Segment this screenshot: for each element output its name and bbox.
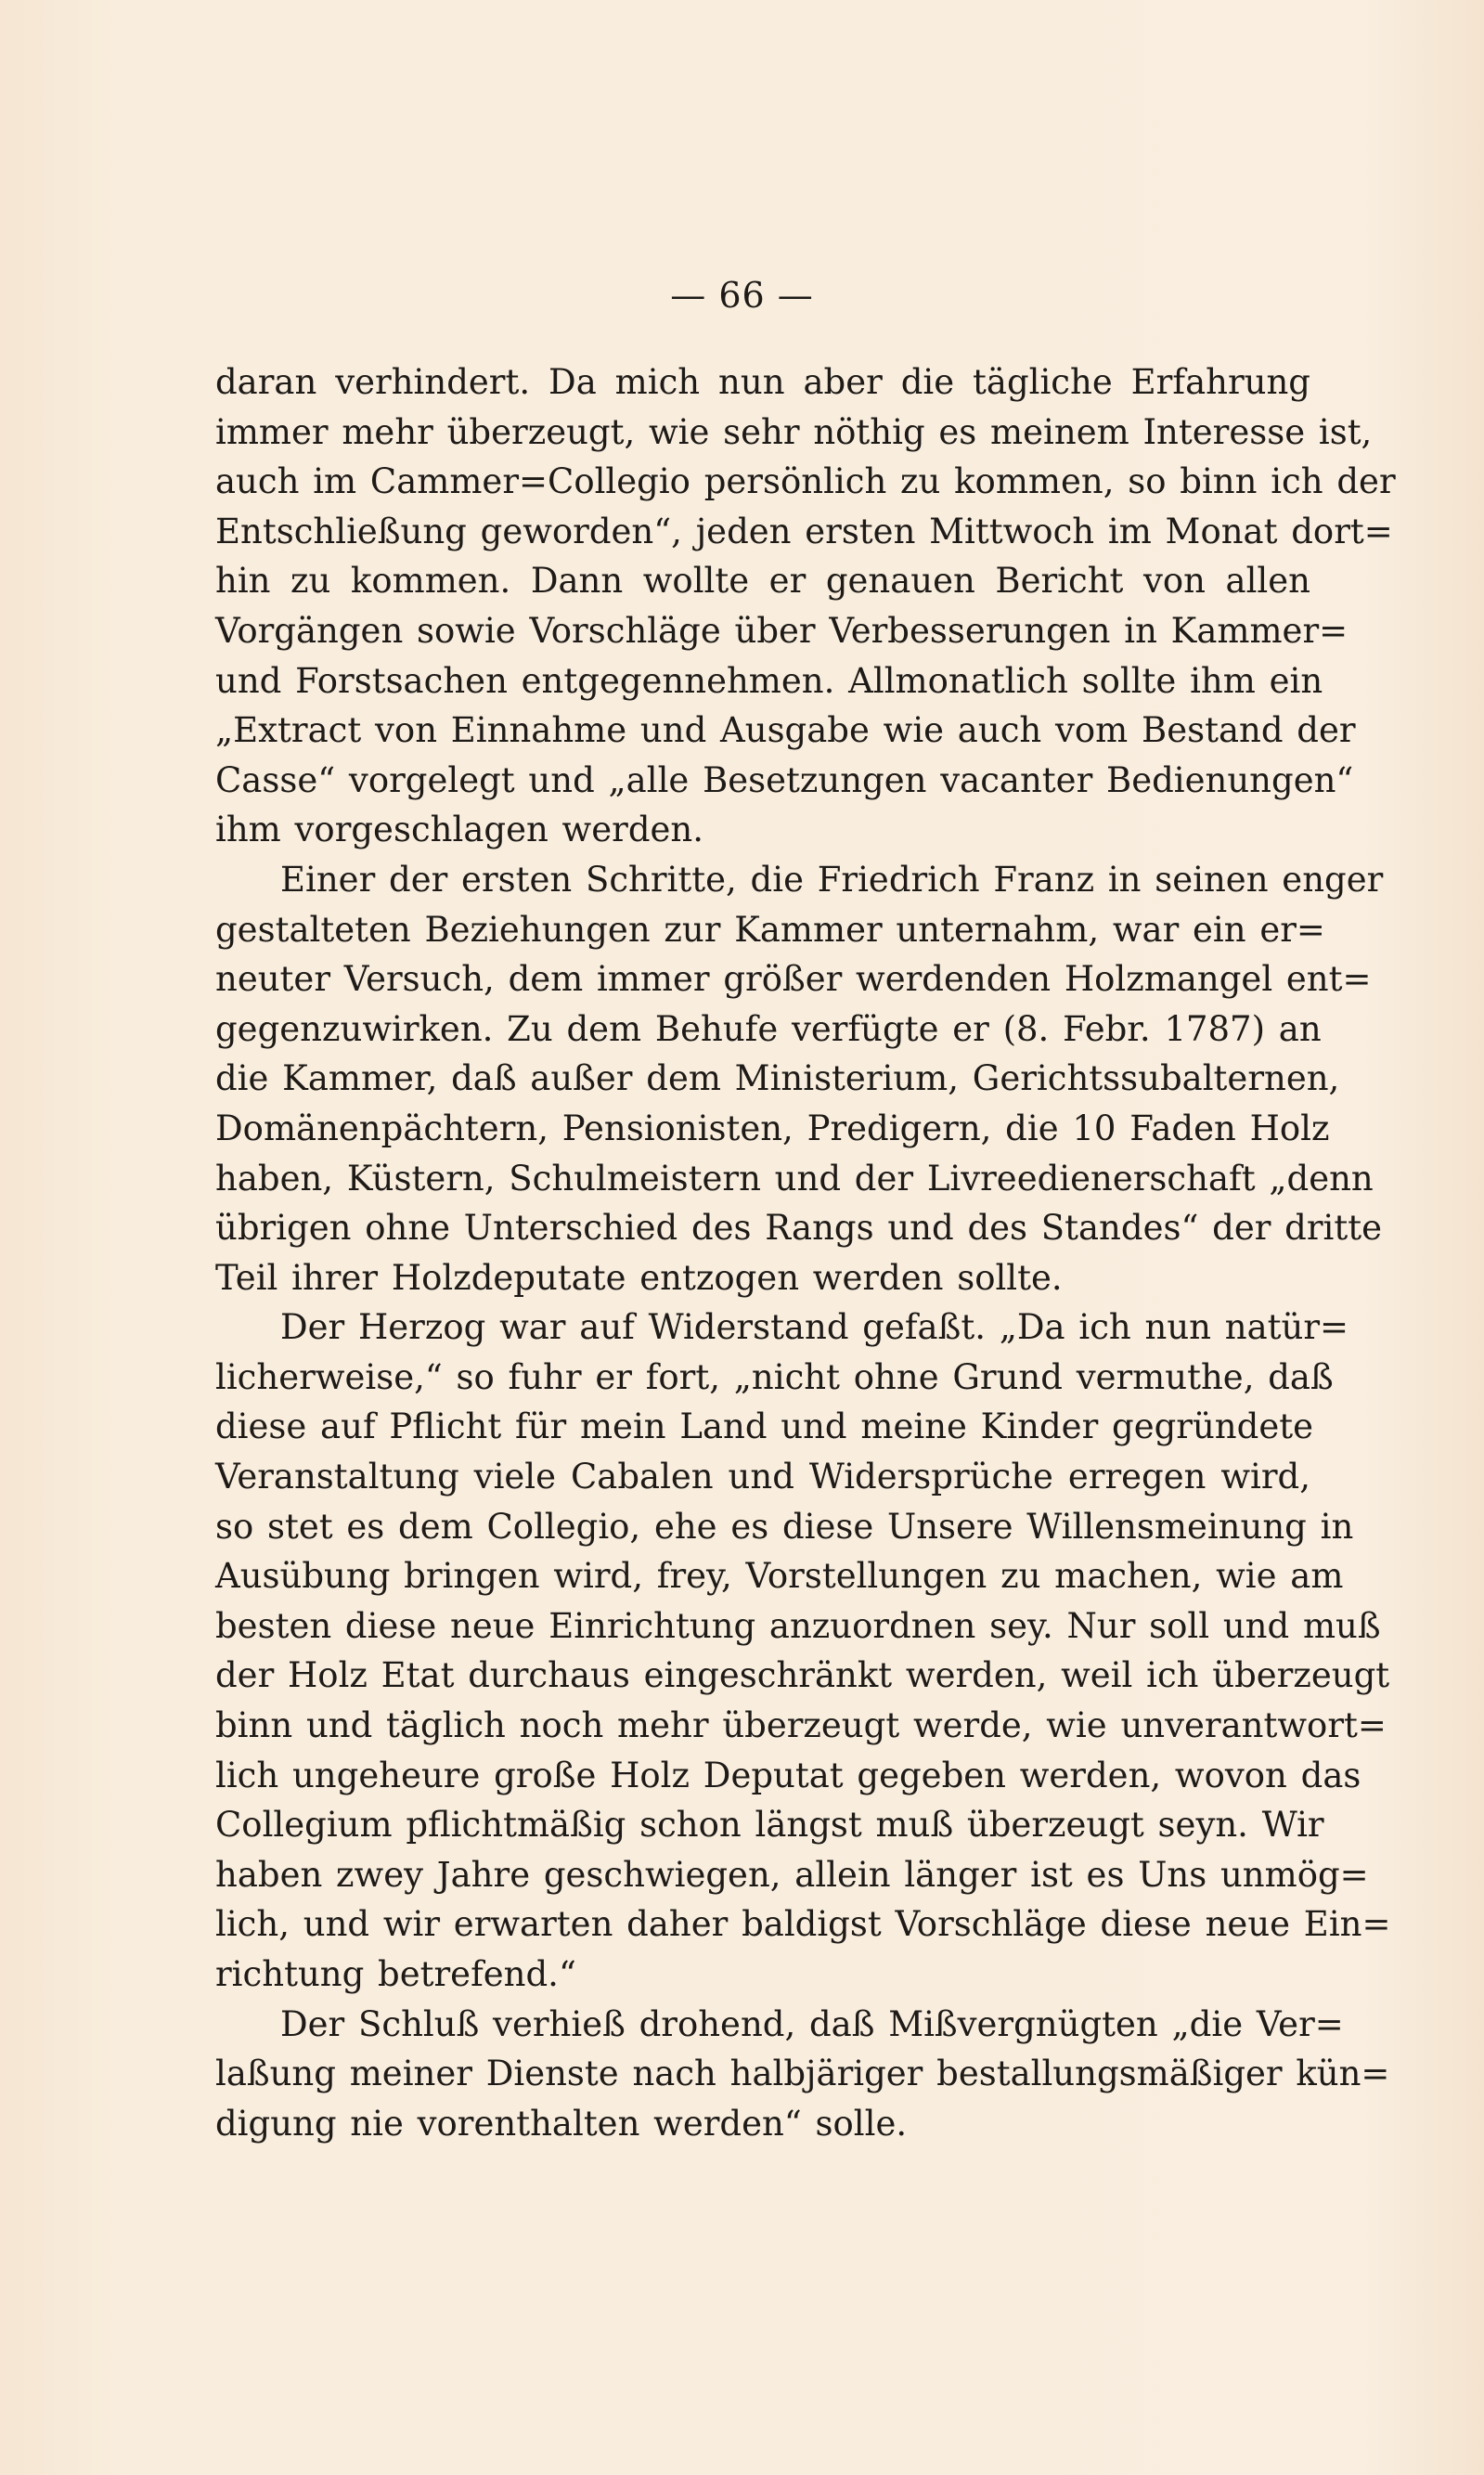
text-line: Vorgängen sowie Vorschläge über Verbesserungen in Kammer= — [215, 610, 1349, 651]
text-line: lich ungeheure große Holz Deputat gegeben werden, wovon das — [215, 1755, 1361, 1795]
text-line: und Forstsachen entgegennehmen. Allmonatlich sollte ihm ein — [215, 660, 1323, 701]
page-number: — 66 — — [670, 275, 814, 316]
text-line: der Holz Etat durchaus eingeschränkt werden, weil ich überzeugt — [215, 1655, 1390, 1696]
text-line: Veranstaltung viele Cabalen und Widersprüche erregen wird, — [215, 1457, 1310, 1497]
text-line: „Extract von Einnahme und Ausgabe wie auch vom Bestand der — [215, 710, 1356, 751]
text-line: daran verhindert. Da mich nun aber die tägliche Erfahrung — [215, 362, 1310, 402]
text-line: laßung meiner Dienste nach halbjäriger bestallungsmäßiger kün= — [215, 2054, 1390, 2094]
text-line: Domänenpächtern, Pensionisten, Predigern, die 10 Faden Holz — [215, 1108, 1330, 1148]
text-line: haben, Küstern, Schulmeistern und der Livreedienerschaft „denn — [215, 1158, 1374, 1199]
text-line: ihm vorgeschlagen werden. — [215, 810, 703, 850]
text-line: Der Herzog war auf Widerstand gefaßt. „Da ich nun natür= — [280, 1307, 1349, 1348]
text-line: Der Schluß verhieß drohend, daß Mißvergnügten „die Ver= — [280, 2003, 1344, 2044]
text-line: haben zwey Jahre geschwiegen, allein länger ist es Uns unmög= — [215, 1854, 1369, 1895]
text-line: Entschließung geworden“, jeden ersten Mittwoch im Monat dort= — [215, 511, 1393, 551]
text-line: auch im Cammer=Collegio persönlich zu kommen, so binn ich der — [215, 461, 1396, 502]
text-line: licherweise,“ so fuhr er fort, „nicht ohne Grund vermuthe, daß — [215, 1356, 1334, 1397]
text-line: Collegium pflichtmäßig schon längst muß überzeugt seyn. Wir — [215, 1805, 1324, 1846]
text-line: übrigen ohne Unterschied des Rangs und des Standes“ der dritte — [215, 1208, 1382, 1249]
text-line: besten diese neue Einrichtung anzuordnen sey. Nur soll und muß — [215, 1605, 1381, 1646]
text-line: lich, und wir erwarten daher baldigst Vorschläge diese neue Ein= — [215, 1904, 1391, 1945]
text-line: immer mehr überzeugt, wie sehr nöthig es meinem Interesse ist, — [215, 411, 1373, 452]
text-line: so stet es dem Collegio, ehe es diese Unsere Willensmeinung in — [215, 1506, 1354, 1547]
text-line: Casse“ vorgelegt und „alle Besetzungen vacanter Bedienungen“ — [215, 759, 1354, 800]
text-line: Einer der ersten Schritte, die Friedrich Franz in seinen enger — [280, 859, 1384, 900]
text-line: hin zu kommen. Dann wollte er genauen Bericht von allen — [215, 561, 1310, 602]
text-line: gestalteten Beziehungen zur Kammer unternahm, war ein er= — [215, 909, 1325, 950]
text-line: die Kammer, daß außer dem Ministerium, Gerichtssubalternen, — [215, 1058, 1340, 1099]
text-line: richtung betrefend.“ — [215, 1954, 576, 1994]
body-text — [215, 357, 1396, 2148]
text-line: Teil ihrer Holzdeputate entzogen werden sollte. — [215, 1257, 1063, 1298]
text-line: digung nie vorenthalten werden“ solle. — [215, 2103, 908, 2144]
text-line: neuter Versuch, dem immer größer werdenden Holzmangel ent= — [215, 959, 1372, 1000]
text-line: binn und täglich noch mehr überzeugt werde, wie unverantwort= — [215, 1705, 1387, 1746]
text-line: diese auf Pflicht für mein Land und meine Kinder gegründete — [215, 1406, 1313, 1447]
text-line: gegenzuwirken. Zu dem Behufe verfügte er (8. Febr. 1787) an — [215, 1008, 1322, 1049]
text-line: Ausübung bringen wird, frey, Vorstellungen zu machen, wie am — [215, 1556, 1344, 1597]
